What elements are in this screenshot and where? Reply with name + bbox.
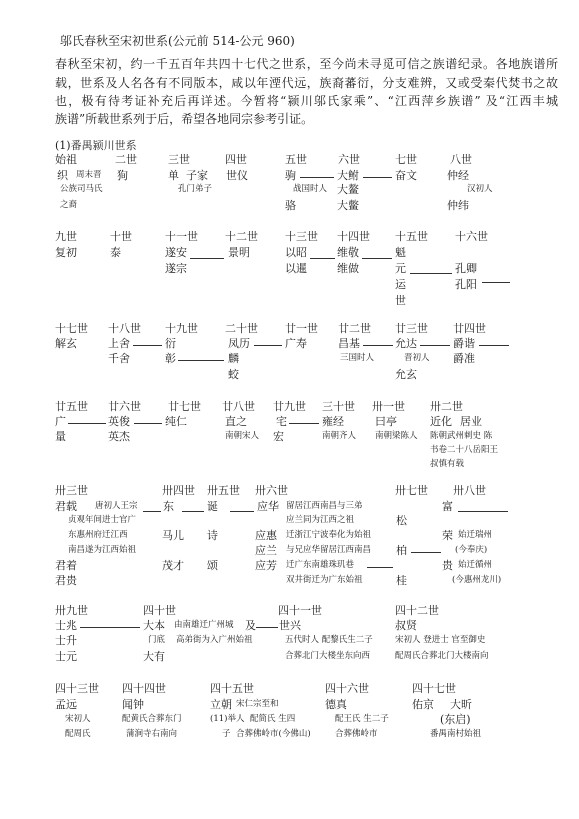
annotation: 迁广东南雄珠玑巷 [286, 560, 355, 570]
person-name: 富 [442, 500, 453, 513]
generation-header: 四十五世 [210, 682, 254, 695]
person-name: 士兆 [55, 619, 77, 632]
person-name: 运 [395, 278, 406, 291]
lineage-connector [289, 423, 319, 424]
annotation: 周末晋 [76, 170, 102, 180]
annotation: 高弟街为入广州始祖 [176, 635, 253, 645]
generation-header: 卅九世 [55, 604, 88, 617]
lineage-connector [310, 258, 335, 259]
generation-header: 十四世 [337, 230, 370, 243]
annotation: 配周氏 [65, 729, 91, 739]
person-name: 大鳌 [337, 183, 359, 196]
annotation: 之裔 [60, 200, 78, 210]
generation-header: 廿二世 [338, 322, 371, 335]
person-name: 大有 [143, 650, 165, 663]
generation-header: 卅一世 [372, 400, 405, 413]
person-name: 居业 [460, 415, 482, 428]
lineage-connector [80, 627, 140, 628]
annotation: 应兰同为江西之祖 [286, 515, 355, 525]
person-name: 大鳖 [337, 199, 359, 212]
generation-header: 八世 [450, 153, 472, 166]
annotation: 配黄氏合葬东门 [122, 714, 182, 724]
person-name: 昌基 [338, 337, 360, 350]
generation-header: 卅五世 [207, 484, 240, 497]
person-name: 立朝 [210, 698, 232, 711]
annotation: 合葬佛岭市 [335, 729, 378, 739]
lineage-connector [362, 258, 392, 259]
person-name: 近化 [430, 415, 452, 428]
annotation: 宋初人 [65, 714, 91, 724]
lineage-connector [190, 258, 224, 259]
annotation: 由南雄迁广州城 [174, 620, 234, 630]
generation-header: 四十四世 [122, 682, 166, 695]
person-name: 世 [395, 294, 406, 307]
person-name: 维做 [337, 262, 359, 275]
generation-header: 卅八世 [453, 484, 486, 497]
annotation: 合葬北门大楼坐东向西 [285, 651, 371, 661]
lineage-connector [458, 511, 508, 512]
person-name: 大鲋 [337, 169, 359, 182]
section-heading: (1)番禺颍川世系 [55, 139, 137, 152]
person-name: 遂安 [165, 246, 187, 259]
lineage-connector [482, 282, 510, 283]
annotation: 双井街迁为广东始祖 [286, 575, 363, 585]
annotation: 南朝宋人 [225, 431, 260, 441]
intro-line: 也，极有待考证补充后再详述。今暂将“颍川邬氏家乘”、“江西萍乡族谱” 及“江西丰城 [55, 94, 558, 108]
intro-line: 载，世系及人名各有不同版本，咸以年湮代远，族裔蕃衍，分支难辨，又或受秦代焚书之故 [55, 76, 558, 90]
person-name: 宅 [276, 415, 287, 428]
person-name: 德真 [325, 698, 347, 711]
generation-header: 十九世 [165, 322, 198, 335]
annotation: 晋初人 [404, 353, 430, 363]
person-name: 佑京 [412, 698, 434, 711]
generation-header: 卅六世 [255, 484, 288, 497]
lineage-connector [420, 345, 450, 346]
annotation: 陈朝武州刺史 陈 [430, 431, 493, 441]
person-name: 元 [395, 262, 406, 275]
person-name: 茂才 [162, 559, 184, 572]
person-name: 闻钟 [122, 698, 144, 711]
person-name: 仲经 [447, 169, 469, 182]
generation-header: 四十三世 [55, 682, 99, 695]
generation-header: 始祖 [55, 153, 77, 166]
person-name: 柏 [396, 544, 407, 557]
person-name: 以昭 [285, 246, 307, 259]
person-name: 荣 [442, 529, 453, 542]
annotation: 南朝齐人 [322, 431, 357, 441]
lineage-connector [133, 345, 162, 346]
person-name: 君载 [55, 500, 77, 513]
person-name: 大昕 [450, 698, 472, 711]
generation-header: 九世 [55, 230, 77, 243]
generation-header: 十二世 [225, 230, 258, 243]
generation-header: 三十世 [322, 400, 355, 413]
person-name: 雍经 [322, 415, 344, 428]
annotation: 配王氏 生二子 [335, 714, 389, 724]
generation-header: 六世 [338, 153, 360, 166]
generation-header: 廿五世 [55, 400, 88, 413]
person-name: 单 [168, 169, 179, 182]
person-name: 魁 [395, 246, 406, 259]
annotation: 始迁循州 [458, 560, 493, 570]
generation-header: 廿三世 [395, 322, 428, 335]
generation-header: 廿四世 [453, 322, 486, 335]
generation-header: 四世 [225, 153, 247, 166]
person-name: 广 [55, 415, 66, 428]
person-name: 直之 [225, 415, 247, 428]
person-name: 叔贤 [395, 619, 417, 632]
generation-header: 十八世 [108, 322, 141, 335]
lineage-connector [256, 627, 278, 628]
person-name: 泰 [110, 246, 121, 259]
annotation: 合葬佛岭市(今佛山) [236, 729, 311, 739]
person-name: 贵 [442, 559, 453, 572]
person-name: 东 [163, 500, 174, 513]
person-name: 诗 [207, 529, 218, 542]
person-name: 蛟 [228, 368, 239, 381]
person-name: 遂宗 [165, 262, 187, 275]
annotation: 与兄应华留居江西南昌 [286, 545, 372, 555]
annotation: 叔慎有载 [430, 459, 465, 469]
person-name: 狥 [117, 169, 128, 182]
generation-header: 廿六世 [108, 400, 141, 413]
annotation: 蒲涧寺右南向 [126, 729, 178, 739]
person-name: 应华 [257, 500, 279, 513]
generation-header: 廿八世 [222, 400, 255, 413]
generation-header: 廿七世 [168, 400, 201, 413]
generation-header: 四十一世 [278, 604, 322, 617]
person-name: 驹 [285, 169, 296, 182]
annotation: 贞观年间进士官广 [68, 515, 137, 525]
person-name: 诞 [207, 500, 218, 513]
annotation: 宋仁宗至和 [236, 699, 279, 709]
generation-header: 三世 [168, 153, 190, 166]
generation-header: 四十世 [143, 604, 176, 617]
lineage-connector [363, 177, 392, 178]
annotation: 配简氏 生四 [250, 714, 296, 724]
person-name: 允达 [395, 337, 417, 350]
person-name: 曰亭 [375, 415, 397, 428]
annotation: 宋初人 登进士 官至御史 [395, 635, 486, 645]
person-name: 爵谐 [453, 337, 475, 350]
person-name: 桂 [396, 574, 407, 587]
person-name: 衍 [165, 337, 176, 350]
person-name: 孟远 [55, 698, 77, 711]
person-name: 彰 [165, 352, 176, 365]
generation-header: 十世 [110, 230, 132, 243]
generation-header: 四十六世 [325, 682, 369, 695]
generation-header: 五世 [285, 153, 307, 166]
annotation: 东惠州府迁江西 [68, 530, 128, 540]
person-name: 应芳 [255, 559, 277, 572]
person-name: 麟 [228, 352, 239, 365]
person-name: 君着 [55, 559, 77, 572]
annotation: (今惠州龙川) [452, 575, 502, 585]
person-name: 纯仁 [165, 415, 187, 428]
generation-header: 十五世 [395, 230, 428, 243]
person-name: 应惠 [255, 529, 277, 542]
generation-header: 廿一世 [285, 322, 318, 335]
annotation: 三国时人 [340, 353, 375, 363]
person-name: 松 [396, 514, 407, 527]
person-name: 世兴 [279, 619, 301, 632]
intro-line: 春秋至宋初，约一千五百年共四十七代之世系，至今尚未寻觅可信之族谱纪录。各地族谱所 [55, 57, 558, 71]
lineage-connector [134, 423, 162, 424]
annotation: 门底 [148, 635, 166, 645]
person-name: (东启) [440, 713, 471, 726]
annotation: 留居江西南昌与三弟 [286, 501, 363, 511]
person-name: 凤历 [228, 337, 250, 350]
lineage-connector [363, 345, 393, 346]
person-name: 奋文 [395, 169, 417, 182]
person-name: 士升 [55, 634, 77, 647]
person-name: 骆 [285, 199, 296, 212]
lineage-connector [410, 273, 452, 274]
annotation: 孔门弟子 [178, 184, 213, 194]
lineage-connector [230, 511, 254, 512]
person-name: 马儿 [162, 529, 184, 542]
lineage-connector [254, 345, 282, 346]
annotation: 南昌遂为江西始祖 [68, 545, 137, 555]
intro-line: 族谱”所载世系列于后，希望各地同宗参考引证。 [55, 112, 314, 126]
person-name: 应兰 [255, 544, 277, 557]
generation-header: 十一世 [165, 230, 198, 243]
person-name: 英杰 [108, 430, 130, 443]
annotation: 公族司马氏 [60, 184, 103, 194]
person-name: 爵准 [453, 352, 475, 365]
person-name: 君贵 [55, 574, 77, 587]
lineage-connector [479, 345, 509, 346]
person-name: 士元 [55, 650, 77, 663]
lineage-connector [367, 567, 393, 568]
generation-header: 卅二世 [430, 400, 463, 413]
generation-header: 卅七世 [395, 484, 428, 497]
generation-header: 四十七世 [412, 682, 456, 695]
annotation: 迁浙江宁波奉化为始祖 [286, 530, 372, 540]
generation-header: 卅三世 [55, 484, 88, 497]
person-name: 复初 [55, 246, 77, 259]
generation-header: 廿九世 [273, 400, 306, 413]
annotation: 五代时人 配黎氏生二子 [285, 635, 373, 645]
annotation: 南朝梁陈人 [375, 431, 418, 441]
lineage-connector [178, 360, 224, 361]
generation-header: 十七世 [55, 322, 88, 335]
generation-header: 七世 [395, 153, 417, 166]
person-name: 千舍 [108, 352, 130, 365]
person-name: 量 [55, 430, 66, 443]
annotation: (11)举人 [210, 714, 245, 724]
annotation: 书卷二十八岳阳王 [430, 445, 499, 455]
generation-header: 卅四世 [162, 484, 195, 497]
person-name: 广寿 [285, 337, 307, 350]
person-name: 孔阳 [455, 278, 477, 291]
person-name: 大本 [143, 619, 165, 632]
person-name: 及 [245, 619, 256, 632]
lineage-connector [143, 511, 161, 512]
person-name: 以暹 [285, 262, 307, 275]
person-name: 宏 [273, 430, 284, 443]
person-name: 仲纬 [447, 199, 469, 212]
person-name: 织 [57, 169, 68, 182]
generation-header: 十三世 [285, 230, 318, 243]
annotation: 配周氏合葬北门大楼南向 [395, 651, 489, 661]
annotation: 番禺南村始祖 [430, 729, 482, 739]
person-name: 上舍 [108, 337, 130, 350]
person-name: 解玄 [55, 337, 77, 350]
annotation: 始迁瑞州 [458, 530, 493, 540]
annotation: 战国时人 [293, 184, 328, 194]
person-name: 世仪 [226, 169, 248, 182]
document-title: 邬氏春秋至宋初世系(公元前 514-公元 960) [60, 34, 295, 48]
lineage-connector [411, 552, 441, 553]
annotation: 汉初人 [467, 184, 493, 194]
generation-header: 四十二世 [395, 604, 439, 617]
annotation: (今奉庆) [455, 545, 488, 555]
lineage-connector [300, 177, 334, 178]
annotation: 子 [222, 729, 231, 739]
person-name: 孔卿 [455, 262, 477, 275]
person-name: 维敬 [337, 246, 359, 259]
generation-header: 十六世 [455, 230, 488, 243]
person-name: 景明 [228, 246, 250, 259]
person-name: 颂 [207, 559, 218, 572]
generation-header: 二世 [115, 153, 137, 166]
generation-header: 二十世 [225, 322, 258, 335]
person-name: 允玄 [395, 368, 417, 381]
annotation: 唐初人王宗 [95, 501, 138, 511]
lineage-connector [182, 511, 204, 512]
lineage-connector [68, 423, 106, 424]
person-name: 子家 [186, 169, 208, 182]
person-name: 英俊 [108, 415, 130, 428]
